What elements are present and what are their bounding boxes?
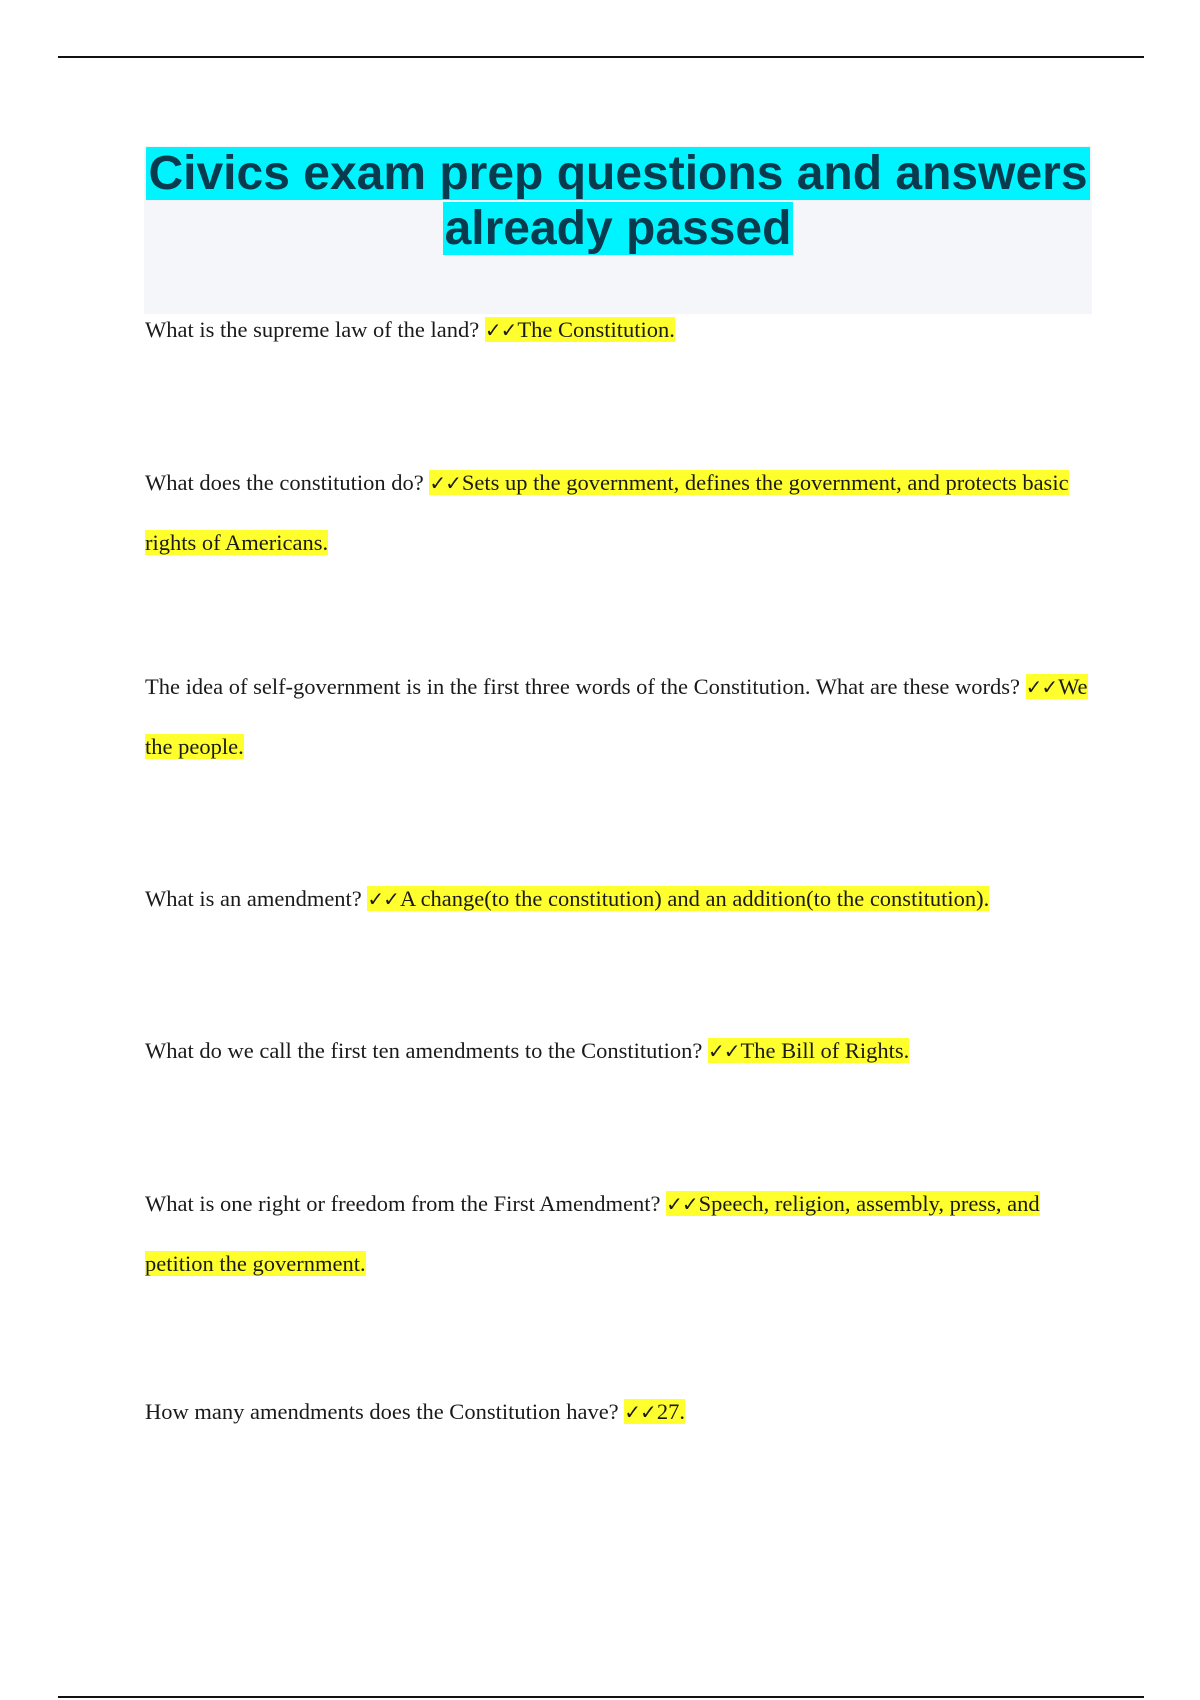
document-title	[144, 146, 1092, 256]
double-check-icon: ✓✓	[484, 318, 517, 342]
answer-highlight	[367, 886, 989, 911]
question-text: What does the constitution do?	[145, 470, 424, 495]
question-text: The idea of self-government is in the first three words of the Constitution. What are these words?	[145, 674, 1020, 699]
double-check-icon: ✓✓	[666, 1192, 698, 1216]
qa-item-4	[145, 869, 1095, 929]
answer-text: The Constitution.	[517, 317, 675, 342]
qa-item-6	[145, 1174, 1095, 1294]
qa-item-3	[145, 657, 1095, 777]
question-text: What is the supreme law of the land?	[145, 317, 480, 342]
answer-text: A change(to the constitution) and an addition(to the constitution).	[399, 886, 990, 911]
answer-text: Sets up the government, defines the government, and protects basic rights of Americans.	[145, 470, 1069, 555]
title-banner	[144, 146, 1092, 314]
question-text: How many amendments does the Constitution have?	[145, 1399, 619, 1424]
answer-highlight	[708, 1038, 909, 1063]
double-check-icon: ✓✓	[624, 1400, 656, 1424]
double-check-icon: ✓✓	[367, 887, 399, 911]
double-check-icon: ✓✓	[429, 471, 461, 495]
answer-text: We the people.	[145, 674, 1088, 759]
answer-text: Speech, religion, assembly, press, and petition the government.	[145, 1191, 1040, 1276]
qa-item-5	[145, 1021, 1095, 1081]
double-check-icon: ✓✓	[1025, 675, 1058, 699]
question-text: What is one right or freedom from the First Amendment?	[145, 1191, 661, 1216]
answer-highlight	[624, 1399, 685, 1424]
answer-text: 27.	[656, 1399, 685, 1424]
top-rule	[58, 56, 1144, 58]
title-highlight: Civics exam prep questions and answers already passed	[148, 147, 1088, 255]
bottom-rule	[58, 1696, 1144, 1698]
double-check-icon: ✓✓	[708, 1039, 740, 1063]
question-text: What do we call the first ten amendments to the Constitution?	[145, 1038, 703, 1063]
question-text: What is an amendment?	[145, 886, 362, 911]
qa-item-1	[145, 300, 1095, 360]
qa-item-2	[145, 453, 1095, 573]
qa-item-7	[145, 1382, 1095, 1442]
answer-highlight	[485, 317, 675, 342]
answer-text: The Bill of Rights.	[740, 1038, 910, 1063]
